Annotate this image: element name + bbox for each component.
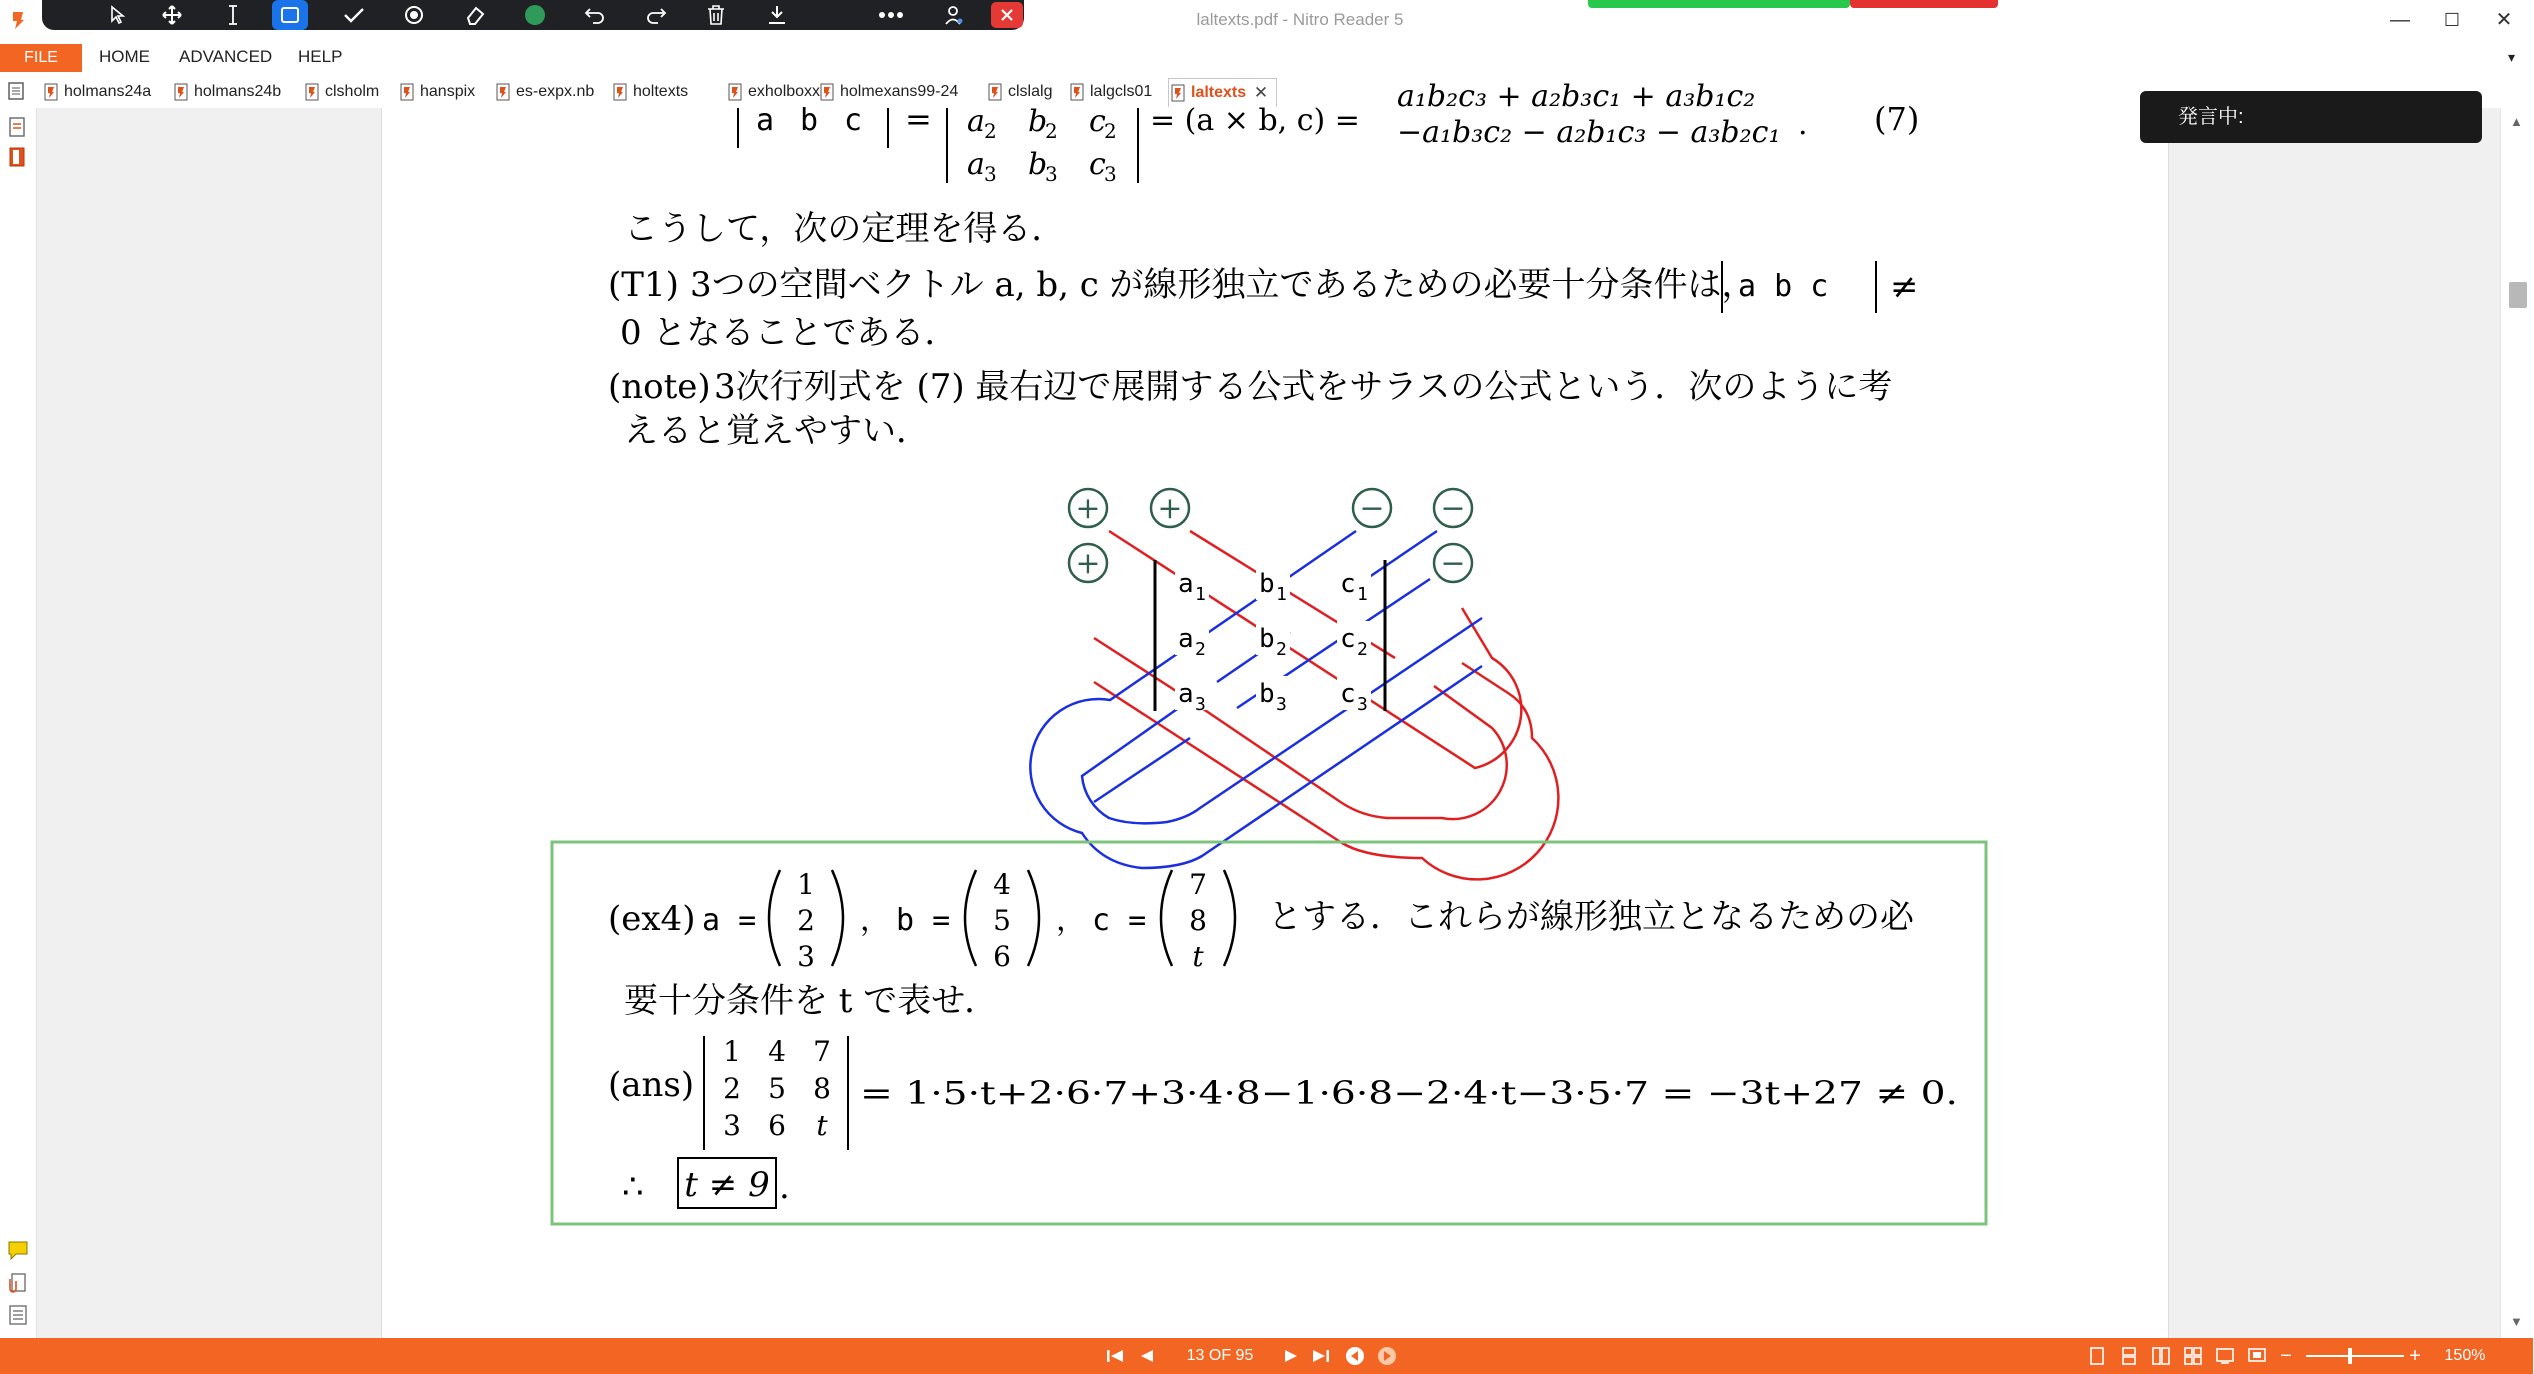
- fit-page-icon[interactable]: [2248, 1347, 2266, 1365]
- svg-text:2: 2: [797, 904, 815, 937]
- tab-holmexans99-24[interactable]: [818, 78, 958, 106]
- det-mid-a3: a: [967, 147, 985, 182]
- previous-page-icon[interactable]: [1132, 1338, 1162, 1374]
- note-line1: 3次行列式を (7) 最右辺で展開する公式をサラスの公式という．次のように考: [714, 367, 1893, 407]
- menu-help[interactable]: HELP: [298, 47, 343, 66]
- pdf-file-icon: [174, 83, 188, 101]
- triple-product: = (a × b, c) =: [1150, 103, 1360, 138]
- svg-text:b: b: [1259, 679, 1275, 709]
- sarrus-entries-row1: [1175, 566, 1371, 605]
- color-dot-icon[interactable]: [515, 0, 555, 30]
- tab-holmans24b[interactable]: [172, 78, 281, 106]
- download-icon[interactable]: [757, 0, 797, 30]
- svg-text:.: .: [779, 1167, 790, 1207]
- svg-text:2: 2: [1357, 639, 1368, 660]
- det-lhs-a: a: [756, 103, 775, 138]
- pdf-file-icon: [496, 83, 510, 101]
- theorem-neq: ≠: [1890, 267, 1919, 307]
- menu-file[interactable]: FILE: [0, 44, 82, 72]
- svg-text:=: =: [905, 100, 932, 138]
- zoom-level[interactable]: 150%: [2444, 1347, 2486, 1364]
- svg-text:a: a: [1178, 569, 1194, 599]
- move-icon[interactable]: [152, 0, 192, 30]
- svg-text:−: −: [1440, 491, 1466, 526]
- pdf-file-icon: [44, 83, 58, 101]
- theorem-text: 3つの空間ベクトル a, b, c が線形独立であるための必要十分条件は，: [690, 265, 1756, 305]
- tab-holtexts[interactable]: [611, 78, 688, 106]
- undo-icon[interactable]: [575, 0, 615, 30]
- det-mid-b2: b: [1028, 104, 1048, 139]
- svg-text:3: 3: [1276, 694, 1287, 715]
- sarrus-red-lines: [1094, 531, 1558, 879]
- menu-home[interactable]: HOME: [99, 47, 150, 66]
- speaking-indicator: 発言中:: [2140, 91, 2482, 143]
- continuous-view-icon[interactable]: [2120, 1347, 2138, 1365]
- close-window-button[interactable]: ✕: [2495, 9, 2513, 31]
- svg-text:+: +: [1157, 491, 1183, 526]
- redo-icon[interactable]: [636, 0, 676, 30]
- equation-number: (7): [1874, 100, 1920, 138]
- minimize-button[interactable]: —: [2390, 9, 2410, 31]
- status-bar: [0, 1338, 2533, 1374]
- svg-text:4: 4: [768, 1035, 786, 1068]
- svg-text:5: 5: [993, 904, 1011, 937]
- svg-text:7: 7: [1189, 868, 1207, 901]
- svg-text:.: .: [1798, 107, 1808, 142]
- attachments-panel-icon[interactable]: [7, 1271, 29, 1295]
- svg-text:b =: b =: [896, 903, 951, 938]
- det-mid-c2: c: [1089, 104, 1106, 139]
- svg-text:，: ，: [1056, 903, 1086, 938]
- example-text1: とする．これらが線形独立となるための必: [1268, 897, 1914, 937]
- svg-text:8: 8: [1189, 904, 1207, 937]
- svg-text:3: 3: [1195, 694, 1206, 715]
- svg-text:1: 1: [797, 868, 815, 901]
- vertical-scrollbar[interactable]: [2500, 108, 2534, 1338]
- tab-clsholm[interactable]: [303, 78, 379, 106]
- check-icon[interactable]: [334, 0, 374, 30]
- next-view-icon[interactable]: [1372, 1338, 1402, 1374]
- paragraph-theorem-intro: こうして，次の定理を得る．: [624, 209, 1066, 249]
- svg-text:−: −: [1440, 546, 1466, 581]
- note-line2: えると覚えやすい．: [624, 411, 930, 451]
- svg-text:2: 2: [1104, 119, 1117, 143]
- svg-text:2: 2: [1195, 639, 1206, 660]
- zoom-slider[interactable]: [2306, 1355, 2404, 1357]
- svg-text:8: 8: [813, 1072, 831, 1105]
- therefore-symbol: ∴: [622, 1167, 644, 1207]
- left-panel-rail: [0, 108, 37, 1338]
- pdf-file-icon: [305, 83, 319, 101]
- meeting-indicator-red: [1850, 0, 1998, 8]
- more-icon[interactable]: [871, 0, 911, 30]
- svg-text:3: 3: [723, 1109, 741, 1142]
- tab-holmans24a[interactable]: [42, 78, 151, 106]
- tab-hanspix[interactable]: [398, 78, 475, 106]
- zoom-out-button[interactable]: −: [2280, 1344, 2292, 1367]
- nitro-app-icon: [10, 10, 26, 30]
- svg-text:3: 3: [1357, 694, 1368, 715]
- previous-view-icon[interactable]: [1340, 1338, 1370, 1374]
- svg-text:3: 3: [984, 162, 997, 186]
- svg-text:1: 1: [1357, 584, 1368, 605]
- svg-text:a: a: [1178, 624, 1194, 654]
- svg-text:c: c: [1340, 679, 1356, 709]
- page-indicator[interactable]: 13 OF 95: [1186, 1347, 1254, 1364]
- example-text2: 要十分条件を t で表せ．: [624, 981, 999, 1021]
- tab-label: clsholm: [325, 83, 380, 100]
- svg-text:7: 7: [813, 1035, 831, 1068]
- svg-text:1: 1: [723, 1035, 741, 1068]
- answer-determinant: [723, 1035, 831, 1142]
- close-icon[interactable]: [991, 2, 1023, 28]
- pdf-file-icon: [1171, 84, 1185, 102]
- svg-text:5: 5: [768, 1072, 786, 1105]
- example-box: [552, 842, 1986, 1224]
- tab-label: holmans24a: [64, 83, 152, 100]
- page-icon[interactable]: [8, 82, 24, 100]
- theorem-det: a b c: [1738, 269, 1829, 304]
- det-mid-c3: c: [1089, 147, 1106, 182]
- svg-text:1: 1: [1195, 584, 1206, 605]
- svg-text:6: 6: [993, 940, 1011, 973]
- svg-text:c: c: [1340, 569, 1356, 599]
- pdf-file-icon: [400, 83, 414, 101]
- det-mid-a2: a: [967, 104, 985, 139]
- zoom-slider-handle[interactable]: [2348, 1348, 2352, 1364]
- ribbon-collapse-icon[interactable]: ▾: [2508, 49, 2516, 65]
- scrollbar-thumb[interactable]: [2509, 282, 2527, 308]
- det-mid-a2-sub: 2: [984, 119, 997, 143]
- svg-text:t: t: [816, 1109, 828, 1142]
- svg-text:−: −: [1359, 491, 1385, 526]
- tab-label: laltexts: [1191, 84, 1247, 101]
- user-settings-icon[interactable]: [934, 0, 974, 30]
- stamp-icon[interactable]: [394, 0, 434, 30]
- svg-text:+: +: [1075, 546, 1101, 581]
- example-tag: (ex4): [608, 899, 696, 939]
- next-page-icon[interactable]: [1276, 1338, 1306, 1374]
- det-mid-b3: b: [1028, 147, 1048, 182]
- tab-es-expx-nb[interactable]: [494, 78, 594, 106]
- pdf-file-icon: [988, 83, 1002, 101]
- last-page-icon[interactable]: [1306, 1338, 1336, 1374]
- tab-clslalg[interactable]: [986, 78, 1052, 106]
- svg-text:a: a: [1178, 679, 1194, 709]
- svg-text:1: 1: [1276, 584, 1287, 605]
- theorem-line2: 0 となることである．: [620, 313, 959, 353]
- det-lhs-c: c: [844, 103, 863, 138]
- eraser-icon[interactable]: [455, 0, 495, 30]
- pages-panel-icon[interactable]: [7, 116, 29, 140]
- tab-close-icon[interactable]: ✕: [1253, 83, 1269, 102]
- text-cursor-icon[interactable]: [213, 0, 253, 30]
- rectangle-icon[interactable]: [272, 0, 308, 30]
- scroll-up-icon[interactable]: ▲: [2510, 114, 2523, 129]
- svg-text:2: 2: [1045, 119, 1058, 143]
- pdf-file-icon: [613, 83, 627, 101]
- answer-tag: (ans): [608, 1065, 695, 1105]
- svg-text:2: 2: [1276, 639, 1287, 660]
- svg-text:4: 4: [993, 868, 1011, 901]
- menu-bar: [0, 40, 2533, 74]
- single-page-view-icon[interactable]: [2088, 1347, 2106, 1365]
- facing-continuous-view-icon[interactable]: [2184, 1347, 2202, 1365]
- svg-text:6: 6: [768, 1109, 786, 1142]
- tab-label: hanspix: [420, 83, 476, 100]
- svg-text:t: t: [1192, 940, 1204, 973]
- svg-text:，: ，: [860, 903, 890, 938]
- tab-label: exholboxx: [748, 83, 821, 100]
- tab-label: lalgcls01: [1090, 83, 1153, 100]
- svg-text:3: 3: [797, 940, 815, 973]
- tab-label: holtexts: [633, 83, 689, 100]
- bookmarks-panel-icon[interactable]: [7, 146, 29, 170]
- select-icon[interactable]: [98, 0, 138, 30]
- pdf-file-icon: [1070, 83, 1084, 101]
- comments-panel-icon[interactable]: [7, 1239, 29, 1263]
- tab-label: clslalg: [1008, 83, 1053, 100]
- expansion-line1: a₁b₂c₃ + a₂b₃c₁ + a₃b₁c₂: [1397, 79, 1756, 114]
- tab-label: es-expx.nb: [516, 83, 595, 100]
- meeting-indicator-green: [1588, 0, 1850, 8]
- svg-text:+: +: [1075, 491, 1101, 526]
- tab-lalgcls01[interactable]: [1068, 78, 1152, 106]
- sarrus-entries-row3: [1175, 676, 1371, 715]
- zoom-in-button[interactable]: +: [2409, 1344, 2421, 1367]
- scroll-down-icon[interactable]: ▼: [2510, 1314, 2523, 1329]
- fit-width-icon[interactable]: [2216, 1347, 2234, 1365]
- svg-text:3: 3: [1104, 162, 1117, 186]
- svg-text:b: b: [1259, 624, 1275, 654]
- det-lhs-b: b: [800, 103, 819, 138]
- layers-panel-icon[interactable]: [7, 1303, 29, 1327]
- pdf-file-icon: [820, 83, 834, 101]
- maximize-button[interactable]: ☐: [2443, 10, 2461, 30]
- svg-text:c =: c =: [1092, 903, 1147, 938]
- svg-text:2: 2: [723, 1072, 741, 1105]
- delete-icon[interactable]: [696, 0, 736, 30]
- final-answer: t ≠ 9: [684, 1165, 770, 1205]
- pdf-file-icon: [728, 83, 742, 101]
- svg-text:c: c: [1340, 624, 1356, 654]
- svg-text:3: 3: [1045, 162, 1058, 186]
- answer-expansion: = 1·5·t+2·6·7+3·4·8−1·6·8−2·4·t−3·5·7 = −3t+27 ≠ 0.: [860, 1074, 1958, 1112]
- menu-advanced[interactable]: ADVANCED: [179, 47, 273, 66]
- sarrus-entries-row2: [1175, 621, 1371, 660]
- facing-view-icon[interactable]: [2152, 1347, 2170, 1365]
- tab-label: holmexans99-24: [840, 83, 959, 100]
- tab-label: holmans24b: [194, 83, 282, 100]
- svg-text:a =: a =: [702, 903, 757, 938]
- note-tag: (note): [608, 367, 711, 407]
- svg-text:b: b: [1259, 569, 1275, 599]
- first-page-icon[interactable]: [1100, 1338, 1130, 1374]
- expansion-line2: −a₁b₃c₂ − a₂b₁c₃ − a₃b₂c₁: [1397, 115, 1781, 150]
- theorem-tag: (T1): [608, 265, 679, 305]
- tab-exholboxx[interactable]: [726, 78, 820, 106]
- window-title: laltexts.pdf - Nitro Reader 5: [1196, 10, 1404, 29]
- sarrus-diagram: [1030, 489, 1558, 879]
- annotation-toolbar: [42, 0, 1024, 30]
